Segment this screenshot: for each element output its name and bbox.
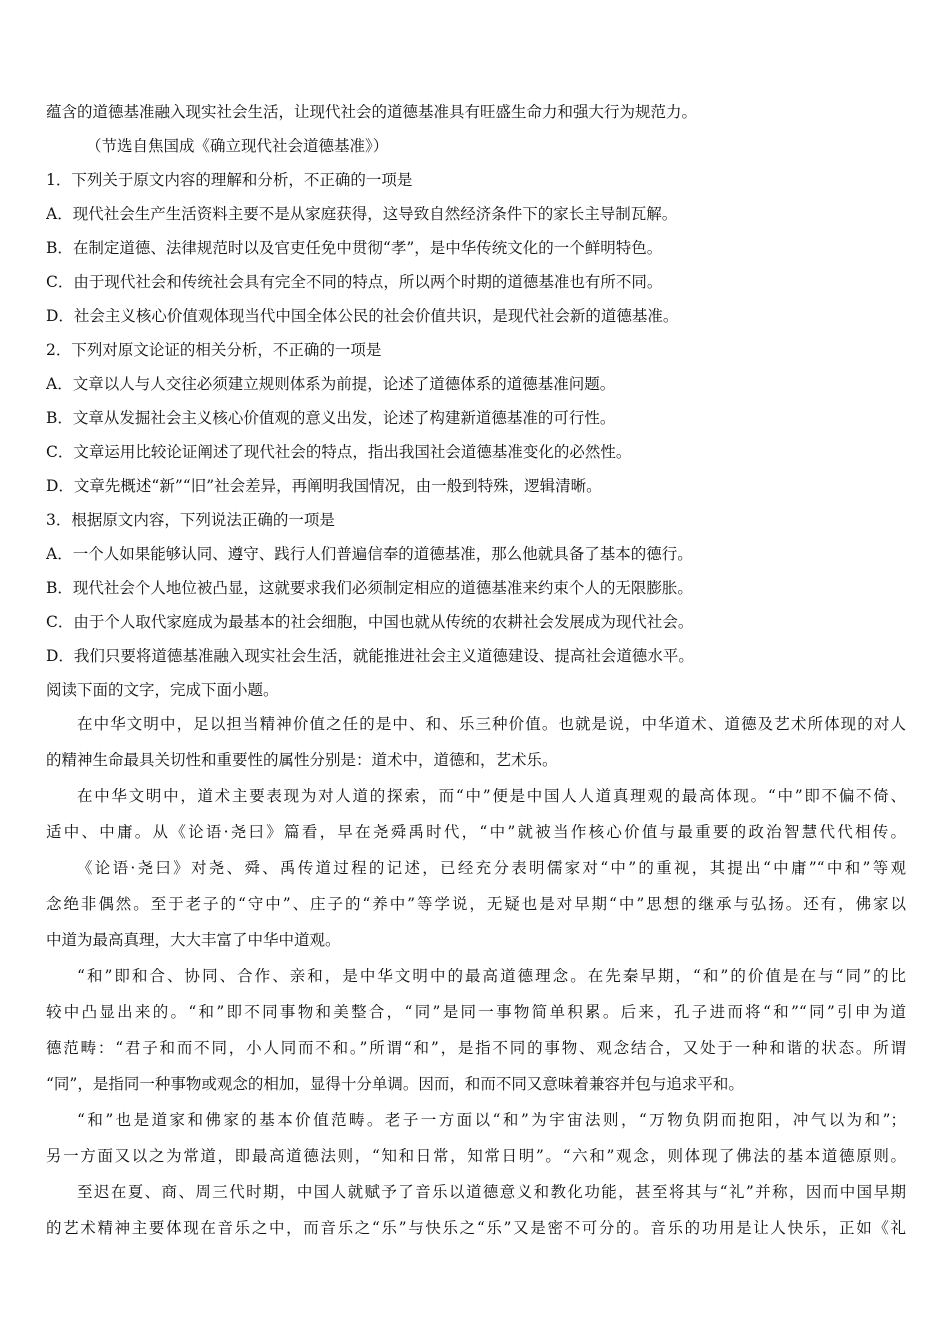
intro-tail-text: 蕴含的道德基准融入现实社会生活，让现代社会的道德基准具有旺盛生命力和强大行为规范力。 <box>46 103 698 121</box>
question-3-stem: 3．根据原文内容，下列说法正确的一项是 <box>46 511 335 529</box>
question-1-stem: 1．下列关于原文内容的理解和分析，不正确的一项是 <box>46 171 413 189</box>
question-2-option-a: A．文章以人与人交往必须建立规则体系为前提，论述了道德体系的道德基准问题。 <box>46 375 616 393</box>
passage-line: 中道为最高真理，大大丰富了中华中道观。 <box>46 931 341 949</box>
question-3-option-b: B．现代社会个人地位被凸显，这就要求我们必须制定相应的道德基准来约束个人的无限膨胀。 <box>46 579 693 597</box>
passage-line: 在中华文明中，足以担当精神价值之任的是中、和、乐三种价值。也就是说，中华道术、道德及艺术所体现的对人 <box>77 715 906 733</box>
passage-line: “和”也是道家和佛家的基本价值范畴。老子一方面以“和”为宇宙法则，“万物负阴而抱阳，冲气以为和”； <box>77 1111 906 1129</box>
reading-prompt: 阅读下面的文字，完成下面小题。 <box>46 681 279 699</box>
question-1-option-a: A．现代社会生产生活资料主要不是从家庭获得，这导致自然经济条件下的家长主导制瓦解。 <box>46 205 678 223</box>
question-2-stem: 2．下列对原文论证的相关分析，不正确的一项是 <box>46 341 382 359</box>
question-1-option-b: B．在制定道德、法律规范时以及官吏任免中贯彻“孝”，是中华传统文化的一个鲜明特色。 <box>46 239 663 257</box>
passage-line: 《论语·尧曰》对尧、舜、禹传道过程的记述，已经充分表明儒家对“中”的重视，其提出“中庸”“中和”等观 <box>77 859 906 877</box>
passage-line: 的精神生命最具关切性和重要性的属性分别是：道术中，道德和，艺术乐。 <box>46 751 558 769</box>
question-3-option-d: D．我们只要将道德基准融入现实社会生活，就能推进社会主义道德建设、提高社会道德水平。 <box>46 647 694 665</box>
passage-line: “同”，是指同一种事物或观念的相加，显得十分单调。因而，和而不同又意味着兼容并包与追求平和。 <box>46 1075 744 1093</box>
passage-line: 另一方面又以之为常道，即最高道德法则，“知和日常，知常日明”。“六和”观念，则体现了佛法的基本道德原则。 <box>46 1147 906 1165</box>
question-2-option-b: B．文章从发掘社会主义核心价值观的意义出发，论述了构建新道德基准的可行性。 <box>46 409 616 427</box>
source-citation: （节选自焦国成《确立现代社会道德基准》） <box>86 137 389 155</box>
question-3-option-a: A．一个人如果能够认同、遵守、践行人们普遍信奉的道德基准，那么他就具备了基本的德行。 <box>46 545 693 563</box>
question-1-option-c: C．由于现代社会和传统社会具有完全不同的特点，所以两个时期的道德基准也有所不同。 <box>46 273 663 291</box>
passage-line: 的艺术精神主要体现在音乐之中，而音乐之“乐”与快乐之“乐”又是密不可分的。音乐的功用是让人快乐，正如《礼 <box>46 1219 906 1237</box>
question-2-option-d: D．文章先概述“新”“旧”社会差异，再阐明我国情况，由一般到特殊，逻辑清晰。 <box>46 477 602 495</box>
passage-line: 念绝非偶然。至于老子的“守中”、庄子的“养中”等学说，无疑也是对早期“中”思想的继承与弘扬。还有，佛家以 <box>46 895 906 913</box>
passage-line: 至迟在夏、商、周三代时期，中国人就赋予了音乐以道德意义和教化功能，甚至将其与“礼”并称，因而中国早期 <box>77 1183 906 1201</box>
passage-line: 适中、中庸。从《论语·尧曰》篇看，早在尧舜禹时代，“中”就被当作核心价值与最重要的政治智慧代代相传。 <box>46 823 906 841</box>
passage-line: 在中华文明中，道术主要表现为对人道的探索，而“中”便是中国人人道真理观的最高体现。“中”即不偏不倚、 <box>77 787 906 805</box>
passage-line: 较中凸显出来的。“和”即不同事物和美整合，“同”是同一事物简单积累。后来，孔子进而将“和”“同”引申为道 <box>46 1003 906 1021</box>
question-3-option-c: C．由于个人取代家庭成为最基本的社会细胞，中国也就从传统的农耕社会发展成为现代社会。 <box>46 613 694 631</box>
question-2-option-c: C．文章运用比较论证阐述了现代社会的特点，指出我国社会道德基准变化的必然性。 <box>46 443 632 461</box>
question-1-option-d: D．社会主义核心价值观体现当代中国全体公民的社会价值共识，是现代社会新的道德基准。 <box>46 307 679 325</box>
passage-line: “和”即和合、协同、合作、亲和，是中华文明中的最高道德理念。在先秦早期，“和”的价值是在与“同”的比 <box>77 967 906 985</box>
passage-line: 德范畴：“君子和而不同，小人同而不和。”所谓“和”，是指不同的事物、观念结合，又处于一种和谐的状态。所谓 <box>46 1039 906 1057</box>
